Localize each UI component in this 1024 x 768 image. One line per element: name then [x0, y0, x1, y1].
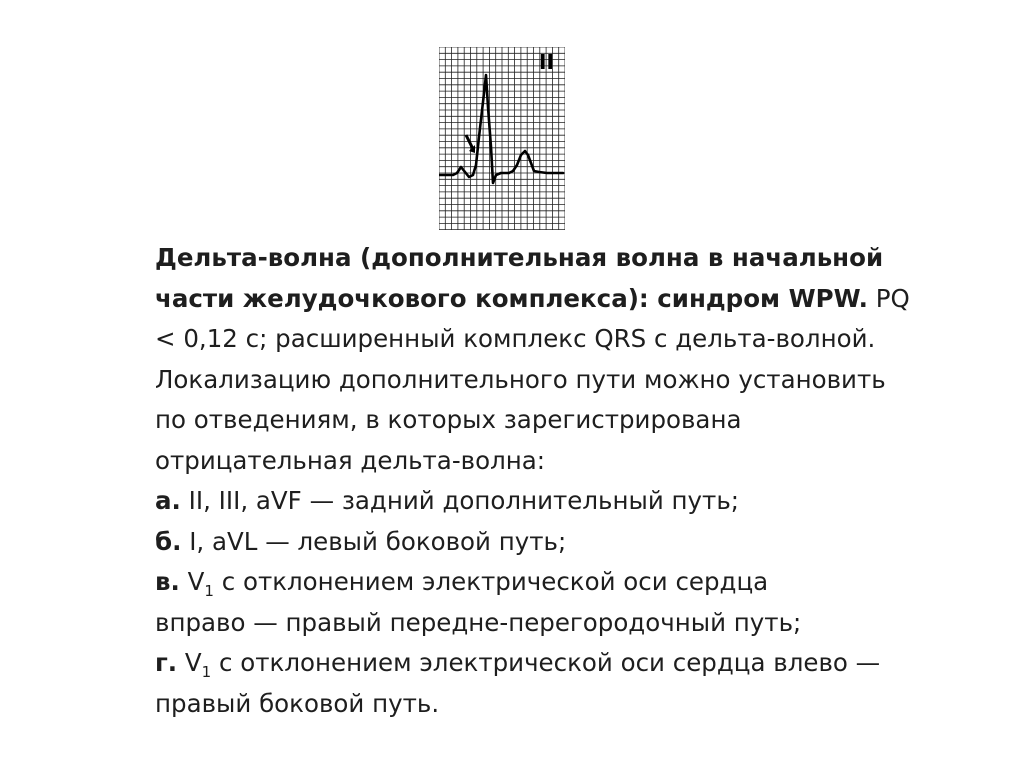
list-item-text: с отклонением электрической оси сердца влево — [211, 648, 881, 677]
ecg-strip-figure [439, 47, 565, 230]
lead-subscript: 1 [201, 663, 212, 681]
lead-name: V [177, 648, 202, 677]
paragraph-line-4: Локализацию дополнительного пути можно установить [155, 364, 886, 394]
list-item-b [155, 522, 985, 563]
paragraph-line-3: < 0,12 с; расширенный комплекс QRS с дельта-волной. [155, 324, 876, 353]
list-item-text: I, aVL — левый боковой путь; [181, 526, 567, 556]
lead-name: V [179, 567, 205, 596]
ecg-lead-label: II [539, 50, 554, 74]
paragraph-line-6: отрицательная дельта-волна: [155, 445, 546, 475]
title-bold-part-1: Дельта-волна (дополнительная волна в начальной [155, 243, 884, 272]
title-bold-part-2: части желудочкового комплекса): синдром WPW. [155, 283, 868, 313]
paragraph-line-5: по отведениям, в которых зарегистрирована [155, 405, 742, 434]
ecg-grid [439, 47, 565, 230]
list-item-g [155, 643, 985, 684]
list-item-text: с отклонением электрической оси сердца [213, 567, 769, 596]
description-text [155, 238, 985, 724]
paragraph-line-1 [155, 238, 985, 279]
list-item-marker: в. [155, 567, 180, 596]
list-item-marker: а. [155, 486, 181, 515]
list-item-g-continuation: правый боковой путь. [155, 688, 440, 718]
paragraph-line-2 [155, 279, 985, 320]
list-item-v [155, 562, 985, 603]
ecg-strip-icon [439, 47, 565, 230]
list-item-marker: б. [155, 526, 182, 556]
list-item-v-continuation: вправо — правый передне-перегородочный путь; [155, 607, 802, 637]
list-item-marker: г. [155, 648, 178, 677]
list-item-a [155, 481, 985, 522]
list-item-text: II, III, aVF — задний дополнительный путь; [180, 486, 740, 515]
lead-subscript: 1 [204, 582, 214, 600]
paragraph-line-2-tail: PQ [867, 283, 910, 313]
